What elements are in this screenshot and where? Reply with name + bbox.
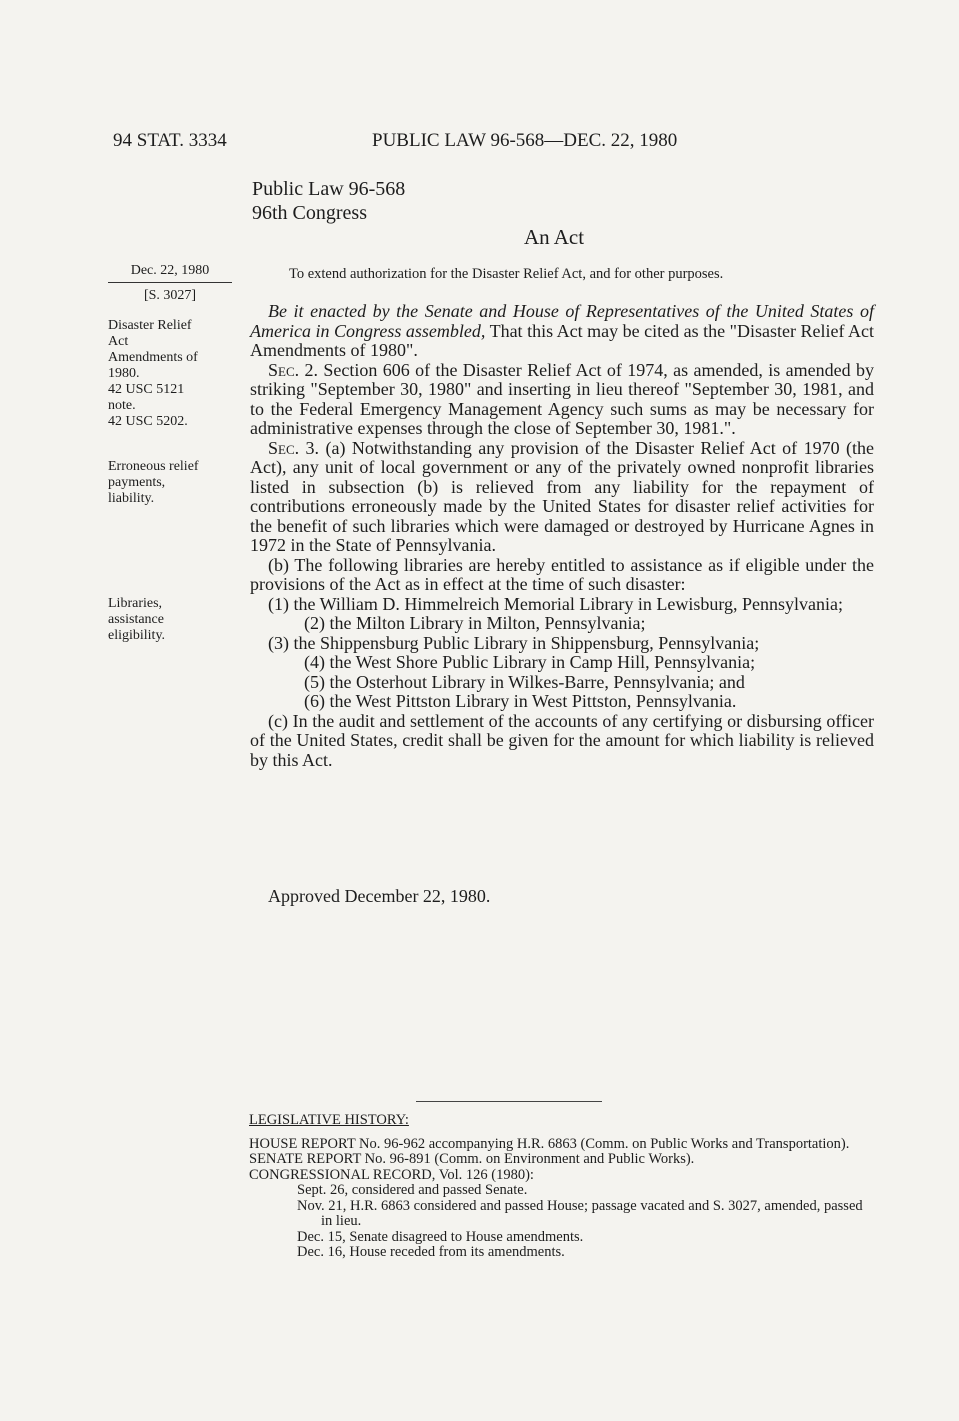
history-event: Nov. 21, H.R. 6863 considered and passed House; passage vacated and S. 3027, amended, passed in lieu. xyxy=(297,1197,863,1229)
congressional-record: CONGRESSIONAL RECORD, Vol. 126 (1980): xyxy=(249,1166,534,1183)
public-law-number: Public Law 96-568 xyxy=(252,178,406,200)
senate-report: SENATE REPORT No. 96-891 (Comm. on Environment and Public Works). xyxy=(249,1151,695,1167)
section-text: Section 606 of the Disaster Relief Act of 1974, as amended, is amended by striking "September 30, 1980" and inserting in lieu thereof "September 30, 1981, and to the Federal Emergency Management Agency such sums as may be necessary for administrative expenses through the close of September 30, 1981.". xyxy=(250,359,875,438)
margin-line: note. xyxy=(108,398,136,413)
margin-date-block xyxy=(108,261,232,305)
margin-line: Erroneous relief xyxy=(108,459,199,474)
margin-line: eligibility. xyxy=(108,628,166,643)
section-3a xyxy=(250,439,874,556)
library-item: (3) the Shippensburg Public Library in Shippensburg, Pennsylvania; xyxy=(268,632,760,653)
act-body xyxy=(250,302,874,770)
page-stat-citation: 94 STAT. 3334 xyxy=(113,130,227,151)
approval-date: Approved December 22, 1980. xyxy=(268,886,491,906)
library-item: (6) the West Pittston Library in West Pittston, Pennsylvania. xyxy=(304,691,737,711)
section-label: Sec. 2. xyxy=(268,359,318,380)
library-item: (1) the William D. Himmelreich Memorial Library in Lewisburg, Pennsylvania; xyxy=(268,593,843,614)
section-3c: (c) In the audit and settlement of the accounts of any certifying or disbursing officer of the United States, credit shall be given for the amount for which liability is relieved by this Act. xyxy=(250,710,874,770)
running-head: PUBLIC LAW 96-568—DEC. 22, 1980 xyxy=(372,130,678,151)
section-2 xyxy=(250,361,874,439)
margin-line: Disaster Relief xyxy=(108,318,192,333)
library-item: (5) the Osterhout Library in Wilkes-Barre, Pennsylvania; and xyxy=(304,671,745,692)
margin-line: Act xyxy=(108,334,129,349)
section-3b: (b) The following libraries are hereby entitled to assistance as if eligible under the provisions of the Act as in effect at the time of such disaster: xyxy=(250,554,874,594)
margin-note-libraries xyxy=(108,596,238,644)
library-item: (4) the West Shore Public Library in Camp Hill, Pennsylvania; xyxy=(304,652,756,672)
margin-line: assistance xyxy=(108,612,164,627)
margin-note-erroneous-payments xyxy=(108,459,238,507)
house-report: HOUSE REPORT No. 96-962 accompanying H.R. 6863 (Comm. on Public Works and Transportation). xyxy=(249,1135,850,1152)
history-event: Sept. 26, considered and passed Senate. xyxy=(297,1182,528,1198)
margin-line: liability. xyxy=(108,491,155,506)
law-title-block xyxy=(252,177,405,225)
enacting-formula: Be it enacted by the Senate and House of Representatives of the United States of America in Congress assembled, xyxy=(250,301,874,341)
section-text: (a) Notwithstanding any provision of the Disaster Relief Act of 1970 (the Act), any unit of local government or any of the privately owned nonprofit libraries listed in subsection (b) is relieved from any liability for the repayment of contributions erroneously made by the United States for disaster relief activities for the benefit of such libraries which were damaged or destroyed by Hurricane Agnes in 1972 in the State of Pennsylvania. xyxy=(250,437,874,555)
margin-line: Libraries, xyxy=(108,596,163,611)
margin-line: 42 USC 5121 xyxy=(108,382,185,397)
act-heading: An Act xyxy=(524,225,585,249)
margin-line: payments, xyxy=(108,475,166,490)
enactment-date: Dec. 22, 1980 xyxy=(108,261,232,283)
margin-line: 42 USC 5202. xyxy=(108,414,188,429)
legislative-history xyxy=(249,1113,873,1261)
short-title-text: That this Act may be cited as the "Disaster Relief Act Amendments of 1980". xyxy=(250,320,874,360)
library-item: (2) the Milton Library in Milton, Pennsylvania; xyxy=(304,613,646,633)
history-event: Dec. 15, Senate disagreed to House amendments. xyxy=(297,1228,584,1245)
margin-line: Amendments of xyxy=(108,350,198,365)
margin-note-short-title xyxy=(108,318,238,430)
congress-number: 96th Congress xyxy=(252,202,367,224)
section-label: Sec. 3. xyxy=(268,437,320,458)
enacting-clause xyxy=(250,302,874,361)
margin-line: 1980. xyxy=(108,366,140,381)
divider xyxy=(416,1101,602,1102)
history-event: Dec. 16, House receded from its amendments. xyxy=(297,1244,565,1260)
act-purpose: To extend authorization for the Disaster Relief Act, and for other purposes. xyxy=(289,266,724,282)
history-title: LEGISLATIVE HISTORY: xyxy=(249,1112,409,1128)
bill-number: [S. 3027] xyxy=(143,288,197,303)
